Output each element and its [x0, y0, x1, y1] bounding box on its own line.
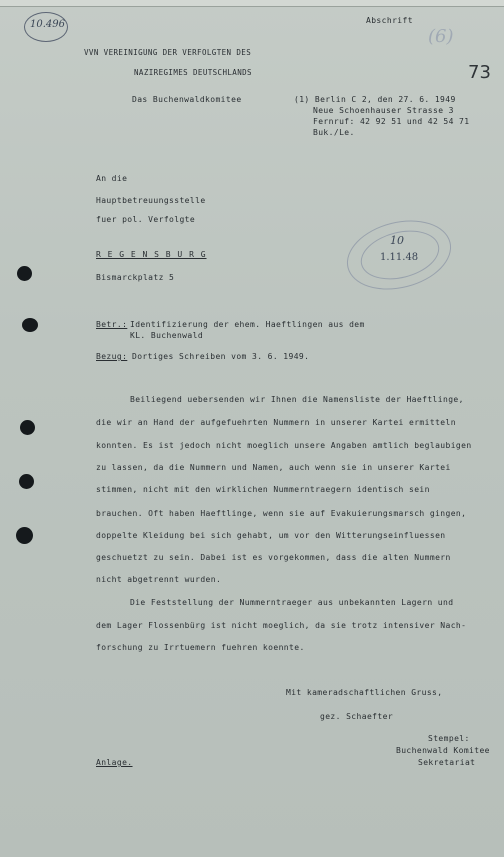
place-date-line-4: Buk./Le.	[313, 128, 355, 137]
punch-hole	[16, 527, 33, 544]
letterhead-line-1: VVN VEREINIGUNG DER VERFOLGTEN DES	[84, 48, 252, 57]
body-line-4: zu lassen, da die Nummern und Namen, auch wenn sie in unserer Kartei	[96, 463, 451, 472]
recipient-line-5: Bismarckplatz 5	[96, 273, 175, 282]
received-stamp-number: 10	[390, 234, 404, 247]
enclosure: Anlage.	[96, 758, 133, 767]
closing-greeting: Mit kameradschaftlichen Gruss,	[286, 688, 443, 697]
recipient-line-1: An die	[96, 174, 128, 183]
body-line-1: Beiliegend uebersenden wir Ihnen die Namensliste der Haeftlinge,	[130, 395, 464, 404]
archive-number: 10.496	[30, 19, 65, 30]
body-line-11: dem Lager Flossenbürg ist nicht moeglich, da sie trotz intensiver Nach-	[96, 621, 467, 630]
punch-hole	[17, 266, 32, 281]
subject-line-1: Identifizierung der ehem. Haeftlingen aus dem	[130, 320, 365, 329]
closing-signature: gez. Schaefter	[320, 712, 394, 721]
received-stamp-date: 1.11.48	[380, 252, 419, 263]
stamp-line-3: Sekretariat	[418, 758, 476, 767]
place-date-line-1: (1) Berlin C 2, den 27. 6. 1949	[294, 95, 456, 104]
subject-label: Betr.:	[96, 320, 128, 329]
body-line-12: forschung zu Irrtuemern fuehren koennte.	[96, 643, 305, 652]
punch-hole	[19, 474, 34, 489]
reference-text: Dortiges Schreiben vom 3. 6. 1949.	[132, 352, 310, 361]
body-line-5: stimmen, nicht mit den wirklichen Nummerntraegern identisch sein	[96, 485, 430, 494]
body-line-7: doppelte Kleidung bei sich gehabt, um vor den Witterungseinfluessen	[96, 531, 446, 540]
body-line-8: geschuetzt zu sein. Dabei ist es vorgekommen, dass die alten Nummern	[96, 553, 451, 562]
body-line-2: die wir an Hand der aufgefuehrten Nummern in unserer Kartei ermitteln	[96, 418, 456, 427]
stamp-line-2: Buchenwald Komitee	[396, 746, 490, 755]
page-top-edge	[0, 0, 504, 7]
body-line-10: Die Feststellung der Nummerntraeger aus unbekannten Lagern und	[130, 598, 454, 607]
folio-annotation: (6)	[428, 26, 454, 47]
punch-hole	[20, 420, 35, 435]
recipient-line-2: Hauptbetreuungsstelle	[96, 196, 206, 205]
letterhead-line-2: NAZIREGIMES DEUTSCHLANDS	[134, 68, 252, 77]
body-line-6: brauchen. Oft haben Haeftlinge, wenn sie auf Evakuierungsmarsch gingen,	[96, 509, 467, 518]
page-number: 73	[468, 62, 491, 83]
body-line-9: nicht abgetrennt wurden.	[96, 575, 222, 584]
copy-mark: Abschrift	[366, 16, 413, 25]
recipient-line-3: fuer pol. Verfolgte	[96, 215, 196, 224]
punch-hole	[22, 318, 38, 332]
place-date-line-3: Fernruf: 42 92 51 und 42 54 71	[313, 117, 470, 126]
body-line-3: konnten. Es ist jedoch nicht moeglich unsere Angaben amtlich beglaubigen	[96, 441, 472, 450]
reference-label: Bezug:	[96, 352, 128, 361]
place-date-line-2: Neue Schoenhauser Strasse 3	[313, 106, 454, 115]
sender: Das Buchenwaldkomitee	[132, 95, 242, 104]
recipient-city: R E G E N S B U R G	[96, 250, 207, 259]
stamp-label: Stempel:	[428, 734, 470, 743]
subject-line-2: KL. Buchenwald	[130, 331, 204, 340]
